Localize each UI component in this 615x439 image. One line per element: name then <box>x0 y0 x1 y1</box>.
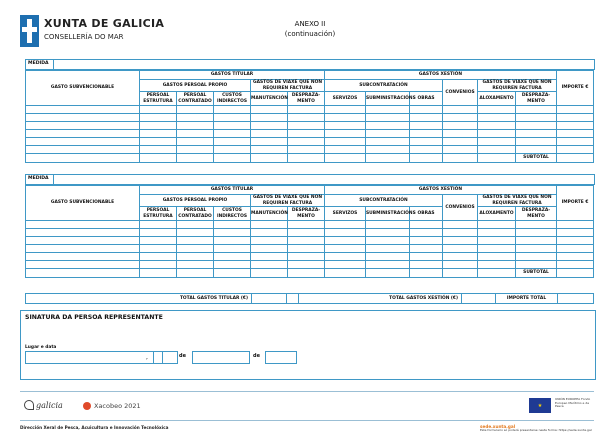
header-desprazamento: DESPRAZA- MENTO <box>288 92 325 106</box>
galicia-swirl-icon <box>24 400 34 410</box>
header-gasto-subvencionable: GASTO SUBVENCIONABLE <box>26 71 140 106</box>
medida-row-2 <box>25 174 595 185</box>
total-xestion-value[interactable] <box>462 294 496 304</box>
direccion-xeral: Dirección Xeral de Pesca, Acuicultura e Innovación Tecnolóxica <box>20 425 169 430</box>
header-persoal-estrutura: PERSOAL ESTRUTURA <box>140 207 177 221</box>
subtotal-label: SUBTOTAL <box>516 269 557 278</box>
header-manutencion: MANUTENCIÓN <box>251 207 288 221</box>
year-input[interactable] <box>265 351 297 364</box>
xacobeo-logo <box>83 402 141 410</box>
header-custos-indirectos: CUSTOS INDIRECTOS <box>214 207 251 221</box>
total-xestion-label: TOTAL GASTOS XESTIÓN (€) <box>299 294 462 304</box>
header-subcontratacion: SUBCONTRATACIÓN <box>325 80 443 92</box>
header-desprazamento-xestion: DESPRAZA- MENTO <box>516 92 557 106</box>
table-row[interactable] <box>26 237 594 245</box>
table-row[interactable] <box>26 138 594 146</box>
footer-divider <box>20 391 594 392</box>
header-desprazamento: DESPRAZA- MENTO <box>288 207 325 221</box>
signature-section <box>20 310 596 380</box>
month-input[interactable] <box>192 351 250 364</box>
header-subministracions: SUBMINISTRACIÓNS <box>366 207 410 221</box>
eu-caption: UNIÓN EUROPEA Fondo Europeo Marítimo e de Pesca <box>555 397 591 409</box>
table-row[interactable] <box>26 261 594 269</box>
header-convenios: CONVENIOS <box>443 195 478 221</box>
galicia-logo <box>24 400 63 410</box>
header-persoal-estrutura: PERSOAL ESTRUTURA <box>140 92 177 106</box>
header-importe: IMPORTE € <box>557 186 594 221</box>
anexo-subtitle: (continuación) <box>284 30 336 38</box>
header-servizos: SERVIZOS <box>325 207 366 221</box>
eu-flag-icon: ★ <box>529 398 551 413</box>
header-aloxamento: ALOXAMENTO <box>478 207 516 221</box>
galicia-wordmark: galicia <box>36 400 63 410</box>
total-titular-label: TOTAL GASTOS TITULAR (€) <box>26 294 252 304</box>
medida-input[interactable] <box>53 60 594 69</box>
header-gasto-subvencionable: GASTO SUBVENCIONABLE <box>26 186 140 221</box>
table-row[interactable] <box>26 221 594 229</box>
header-viaxe-xestion: GASTOS DE VIAXE QUE NON REQUIREN FACTURA <box>478 195 557 207</box>
subtotal-row <box>26 154 594 163</box>
header-gastos-titular: GASTOS TITULAR <box>140 71 325 80</box>
de-label-2: de <box>253 353 260 359</box>
header-servizos: SERVIZOS <box>325 92 366 106</box>
table-row[interactable] <box>26 130 594 138</box>
subtotal-value[interactable] <box>557 269 594 278</box>
medida-row-1 <box>25 59 595 70</box>
header-custos-indirectos: CUSTOS INDIRECTOS <box>214 92 251 106</box>
header-viaxe-xestion: GASTOS DE VIAXE QUE NON REQUIREN FACTURA <box>478 80 557 92</box>
header-gastos-xestion: GASTOS XESTIÓN <box>325 71 557 80</box>
table-row[interactable] <box>26 253 594 261</box>
sede-logo: sede.xunta.gal <box>480 424 516 429</box>
header-persoal-propio: GASTOS PERSOAL PROPIO <box>140 195 251 207</box>
header-persoal-contratado: PERSOAL CONTRATADO <box>178 208 212 219</box>
table-row[interactable] <box>26 114 594 122</box>
signature-title: SINATURA DA PERSOA REPRESENTANTE <box>25 314 163 321</box>
table-row[interactable] <box>26 229 594 237</box>
header-viaxe: GASTOS DE VIAXE QUE NON REQUIREN FACTURA <box>251 80 325 92</box>
importe-total-value[interactable] <box>558 294 594 304</box>
expenses-table-1 <box>25 70 594 163</box>
comma-separator: , <box>146 354 148 361</box>
sede-text: Este formulario só poderá presentarse nesta forma: https://sede.xunta.gal <box>480 428 592 432</box>
header-subcontratacion: SUBCONTRATACIÓN <box>325 195 443 207</box>
header-persoal-propio: GASTOS PERSOAL PROPIO <box>140 80 251 92</box>
header-obras: OBRAS <box>410 207 443 221</box>
subtotal-value[interactable] <box>557 154 594 163</box>
totals-table <box>25 293 594 304</box>
header-desprazamento-xestion: DESPRAZA- MENTO <box>516 207 557 221</box>
subtotal-label: SUBTOTAL <box>516 154 557 163</box>
subtotal-row <box>26 269 594 278</box>
header-importe: IMPORTE € <box>557 71 594 106</box>
de-label-1: de <box>179 353 186 359</box>
day-input[interactable] <box>153 351 178 364</box>
header-persoal-contratado: PERSOAL CONTRATADO <box>178 93 212 104</box>
table-row[interactable] <box>26 245 594 253</box>
xacobeo-icon <box>83 402 91 410</box>
place-input[interactable] <box>25 351 163 364</box>
header-aloxamento: ALOXAMENTO <box>478 92 516 106</box>
footer-divider-bottom <box>20 420 594 421</box>
header-manutencion: MANUTENCIÓN <box>251 92 288 106</box>
header-gastos-xestion: GASTOS XESTIÓN <box>325 186 557 195</box>
header-obras: OBRAS <box>410 92 443 106</box>
total-titular-value[interactable] <box>252 294 287 304</box>
header-viaxe: GASTOS DE VIAXE QUE NON REQUIREN FACTURA <box>251 195 325 207</box>
medida-label: MEDIDA <box>28 176 49 181</box>
place-date-label: Lugar e data <box>25 345 57 350</box>
org-name: XUNTA DE GALICIA <box>44 17 165 30</box>
header-gastos-titular: GASTOS TITULAR <box>140 186 325 195</box>
table-row[interactable] <box>26 106 594 114</box>
medida-label: MEDIDA <box>28 61 49 66</box>
medida-input[interactable] <box>53 175 594 184</box>
header-subministracions: SUBMINISTRACIÓNS <box>366 92 410 106</box>
header-convenios: CONVENIOS <box>443 80 478 106</box>
table-row[interactable] <box>26 146 594 154</box>
expenses-table-2 <box>25 185 594 278</box>
importe-total-label: IMPORTE TOTAL <box>496 294 558 304</box>
xunta-logo-icon <box>20 15 39 47</box>
anexo-title: ANEXO II <box>294 20 326 28</box>
org-subtitle: CONSELLERÍA DO MAR <box>44 33 124 41</box>
xacobeo-wordmark: Xacobeo 2021 <box>94 402 141 410</box>
table-row[interactable] <box>26 122 594 130</box>
